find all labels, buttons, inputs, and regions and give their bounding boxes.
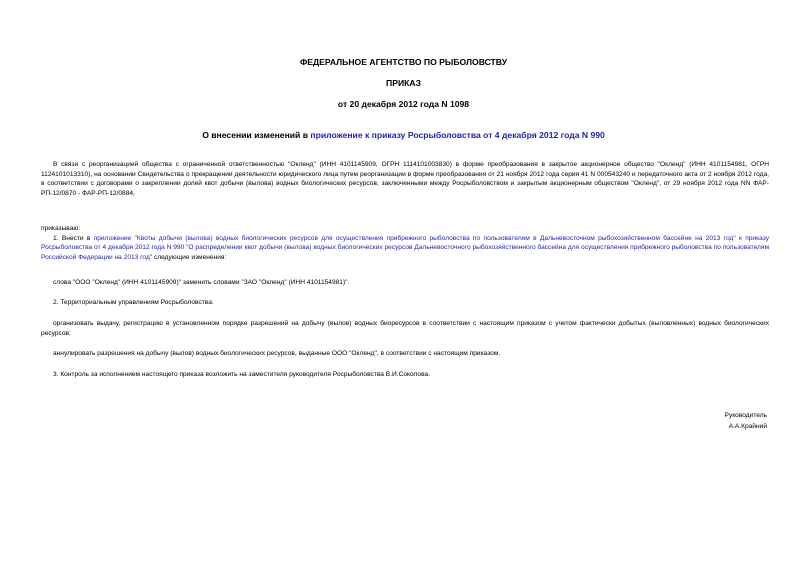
item-1-paragraph bbox=[41, 234, 769, 263]
doc-date-number: от 20 декабря 2012 года N 1098 bbox=[337, 99, 470, 109]
order-word: приказываю: bbox=[41, 225, 81, 232]
doc-type: ПРИКАЗ bbox=[386, 78, 421, 88]
item-2-block bbox=[41, 298, 769, 308]
preamble-block bbox=[41, 160, 769, 198]
item-2b-block bbox=[41, 349, 769, 359]
item-2b: аннулировать разрешения на добычу (вылов) водных биологических ресурсов, выданные ООО "Окленд", в соответствии с настоящим приказом. bbox=[53, 350, 501, 357]
doc-subject-prefix: О внесении изменений в bbox=[202, 130, 311, 140]
item-3: 3. Контроль за исполнением настоящего приказа возложить на заместителя руководителя Росрыболовства В.И.Соколова. bbox=[53, 371, 430, 378]
item-2-heading: 2. Территориальным управлениям Росрыболовства: bbox=[53, 299, 214, 306]
item-1-suffix: следующие изменения: bbox=[152, 253, 227, 261]
item-1-link[interactable]: приложение "Квоты добычи (вылова) водных биологических ресурсов для осуществления прибрежного рыболовства по пользователям в Дальневосточном рыбохозяйственном бассейне на 2013 год" к приказу Росрыболовства от 4 декабря 2012 года N 990 "О распределении квот добычи (вылова) водных биологических ресурсов Дальневосточного рыбохозяйственного бассейна для осуществления прибрежного рыболовства по пользователям Российской Федерации на 2013 год" bbox=[41, 234, 769, 261]
item-1-change-block bbox=[41, 278, 769, 288]
item-1-change: слова "ООО "Окленд" (ИНН 4101145909)" заменить словами "ЗАО "Окленд" (ИНН 4101154981)". bbox=[53, 279, 350, 286]
order-block bbox=[41, 224, 769, 262]
doc-subject bbox=[0, 130, 807, 141]
signature-name: А.А.Крайний bbox=[728, 423, 767, 430]
doc-subject-link[interactable]: приложение к приказу Росрыболовства от 4 декабря 2012 года N 990 bbox=[310, 130, 605, 140]
item-3-block bbox=[41, 370, 769, 380]
item-1-prefix: 1. Внести в bbox=[53, 234, 94, 242]
item-2a-block bbox=[41, 319, 769, 338]
preamble-paragraph: В связи с реорганизацией общества с ограниченной ответственностью "Окленд" (ИНН 4101145909, ОГРН 1114101003830) в форме преобразования в закрытое акционерное общество "Окленд" (ИНН 4101154981, ОГРН 1124101013310), на основании Свидетельства о прекращении деятельности юридического лица путем реорганизации в форме преобразования от 21 ноября 2012 года серия 41 N 000543240 и передаточного акта от 2 ноября 2012 года, в соответствии с договорами о закреплении долей квот добычи (вылова) водных биологических ресурсов, заключенными между Росрыболовством и закрытым акционерным обществом "Окленд", от 29 ноября 2012 года NN ФАР-РП-12/0870 - ФАР-РП-12/0884, bbox=[41, 161, 769, 197]
signature-title: Руководитель bbox=[724, 412, 767, 419]
item-2a: организовать выдачу, регистрацию в установленном порядке разрешений на добычу (вылов) водных биоресурсов в соответствии с настоящим приказом с учетом фактически добытых (выловленных) водных биологических ресурсов; bbox=[41, 320, 769, 337]
agency-title: ФЕДЕРАЛЬНОЕ АГЕНТСТВО ПО РЫБОЛОВСТВУ bbox=[299, 57, 508, 67]
